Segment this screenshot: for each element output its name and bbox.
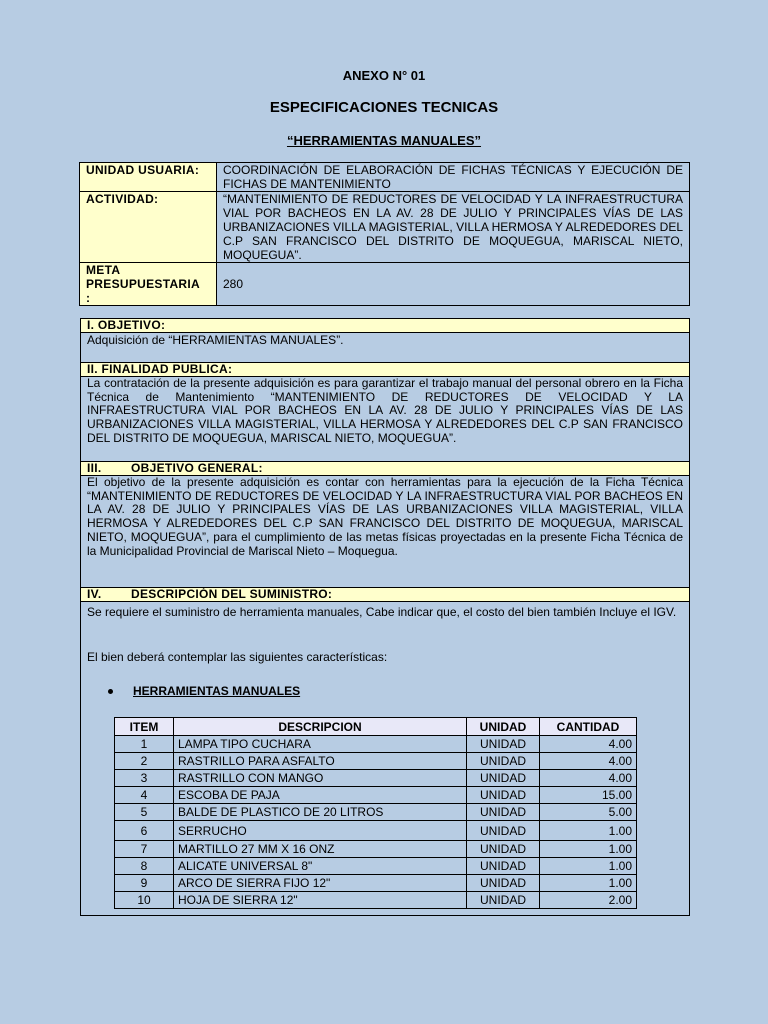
item-unit: UNIDAD: [467, 821, 540, 841]
item-unit: UNIDAD: [467, 841, 540, 858]
item-quantity: 1.00: [540, 821, 637, 841]
actividad-row: [80, 192, 690, 263]
item-unit: UNIDAD: [467, 875, 540, 892]
table-row: [115, 858, 637, 875]
unidad-row: [80, 163, 690, 192]
item-number: 9: [115, 875, 174, 892]
item-number: 6: [115, 821, 174, 841]
item-description: RASTRILLO CON MANGO: [174, 770, 467, 787]
item-description: SERRUCHO: [174, 821, 467, 841]
objetivo-general-header: [81, 461, 689, 476]
item-unit: UNIDAD: [467, 753, 540, 770]
item-unit: UNIDAD: [467, 736, 540, 753]
finalidad-text: La contratación de la presente adquisición es para garantizar el trabajo manual del personal obrero en la Ficha Técnica de Mantenimiento “MANTENIMIENTO DE REDUCTORES DE VELOCIDAD Y LA INFRAESTRUCTURA VIAL POR BACHEOS EN LA AV. 28 DE JULIO Y PRINCIPALES VÍAS DE LAS URBANIZACIONES VILLA MAGISTERIAL, VILLA HERMOSA Y ALREDEDORES DEL C.P SAN FRANCISCO DEL DISTRITO DE MOQUEGUA, MARISCAL NIETO, MOQUEGUA”.: [87, 376, 683, 445]
table-row: [115, 753, 637, 770]
header-cantidad: CANTIDAD: [540, 718, 637, 736]
item-quantity: 2.00: [540, 892, 637, 909]
item-description: ALICATE UNIVERSAL 8": [174, 858, 467, 875]
item-number: 7: [115, 841, 174, 858]
bullet-icon: [108, 689, 113, 694]
descripcion-number: IV.: [87, 587, 102, 601]
item-unit: UNIDAD: [467, 892, 540, 909]
objetivo-header: I. OBJETIVO:: [81, 319, 689, 333]
bullet-item: [108, 684, 300, 698]
header-descripcion: DESCRIPCION: [174, 718, 467, 736]
unidad-label: UNIDAD USUARIA:: [80, 163, 217, 192]
objetivo-text: Adquisición de “HERRAMIENTAS MANUALES”.: [87, 333, 344, 347]
item-unit: UNIDAD: [467, 804, 540, 821]
unidad-value: COORDINACIÓN DE ELABORACIÓN DE FICHAS TÉCNICAS Y EJECUCIÓN DE FICHAS DE MANTENIMIENTO: [217, 163, 690, 192]
item-number: 8: [115, 858, 174, 875]
meta-label-line2: PRESUPUESTARIA: [86, 277, 200, 291]
items-table: [114, 717, 637, 909]
specifications-box: [80, 318, 690, 916]
item-description: RASTRILLO PARA ASFALTO: [174, 753, 467, 770]
document-subtitle: “HERRAMIENTAS MANUALES”: [286, 133, 482, 148]
header-unidad: UNIDAD: [467, 718, 540, 736]
item-quantity: 4.00: [540, 753, 637, 770]
table-row: [115, 770, 637, 787]
item-description: HOJA DE SIERRA 12": [174, 892, 467, 909]
meta-row: [80, 263, 690, 306]
table-row: [115, 841, 637, 858]
header-item: ITEM: [115, 718, 174, 736]
item-description: ESCOBA DE PAJA: [174, 787, 467, 804]
table-row: [115, 892, 637, 909]
descripcion-title: DESCRIPCIÓN DEL SUMINISTRO:: [131, 587, 333, 601]
item-quantity: 1.00: [540, 841, 637, 858]
item-description: MARTILLO 27 MM X 16 ONZ: [174, 841, 467, 858]
item-quantity: 1.00: [540, 858, 637, 875]
meta-label-line3: :: [86, 291, 91, 305]
meta-value: 280: [217, 263, 690, 306]
item-number: 10: [115, 892, 174, 909]
item-number: 4: [115, 787, 174, 804]
finalidad-header: II. FINALIDAD PUBLICA:: [81, 362, 689, 377]
objetivo-general-number: III.: [87, 461, 102, 475]
meta-label: [80, 263, 217, 306]
item-quantity: 4.00: [540, 770, 637, 787]
item-quantity: 1.00: [540, 875, 637, 892]
descripcion-header: [81, 587, 689, 602]
item-number: 2: [115, 753, 174, 770]
info-table: [79, 162, 690, 306]
table-row: [115, 821, 637, 841]
objetivo-general-title: OBJETIVO GENERAL:: [131, 461, 263, 475]
item-unit: UNIDAD: [467, 787, 540, 804]
item-description: BALDE DE PLASTICO DE 20 LITROS: [174, 804, 467, 821]
table-row: [115, 787, 637, 804]
item-number: 1: [115, 736, 174, 753]
actividad-label: ACTIVIDAD:: [80, 192, 217, 263]
item-description: ARCO DE SIERRA FIJO 12": [174, 875, 467, 892]
item-quantity: 15.00: [540, 787, 637, 804]
annex-number: ANEXO N° 01: [342, 68, 426, 83]
item-number: 3: [115, 770, 174, 787]
descripcion-text-2: El bien deberá contemplar las siguientes características:: [87, 650, 388, 664]
table-row: [115, 804, 637, 821]
table-row: [115, 736, 637, 753]
meta-label-line1: META: [86, 263, 121, 277]
item-number: 5: [115, 804, 174, 821]
descripcion-text-1: Se requiere el suministro de herramienta manuales, Cabe indicar que, el costo del bien también Incluye el IGV.: [87, 605, 677, 619]
item-quantity: 5.00: [540, 804, 637, 821]
item-quantity: 4.00: [540, 736, 637, 753]
objetivo-general-text: El objetivo de la presente adquisición es contar con herramientas para la ejecución de la Ficha Técnica “MANTENIMIENTO DE REDUCTORES DE VELOCIDAD Y LA INFRAESTRUCTURA VIAL POR BACHEOS EN LA AV. 28 DE JULIO Y PRINCIPALES VÍAS DE LAS URBANIZACIONES VILLA MAGISTERIAL, VILLA HERMOSA Y ALREDEDORES DEL C.P SAN FRANCISCO DEL DISTRITO DE MOQUEGUA, MARISCAL NIETO, MOQUEGUA”, para el cumplimiento de las metas físicas proyectadas en la presente Ficha Técnica de la Municipalidad Provincial de Mariscal Nieto – Moquegua.: [87, 475, 683, 558]
table-row: [115, 875, 637, 892]
bullet-label: HERRAMIENTAS MANUALES: [133, 684, 301, 698]
item-description: LAMPA TIPO CUCHARA: [174, 736, 467, 753]
document-title: ESPECIFICACIONES TECNICAS: [269, 99, 499, 116]
actividad-value: “MANTENIMIENTO DE REDUCTORES DE VELOCIDAD Y LA INFRAESTRUCTURA VIAL POR BACHEOS EN LA AV. 28 DE JULIO Y PRINCIPALES VÍAS DE LAS URBANIZACIONES VILLA MAGISTERIAL, VILLA HERMOSA Y ALREDEDORES DEL C.P SAN FRANCISCO DEL DISTRITO DE MOQUEGUA, MARISCAL NIETO, MOQUEGUA”.: [217, 192, 690, 263]
items-header-row: [115, 718, 637, 736]
item-unit: UNIDAD: [467, 858, 540, 875]
item-unit: UNIDAD: [467, 770, 540, 787]
